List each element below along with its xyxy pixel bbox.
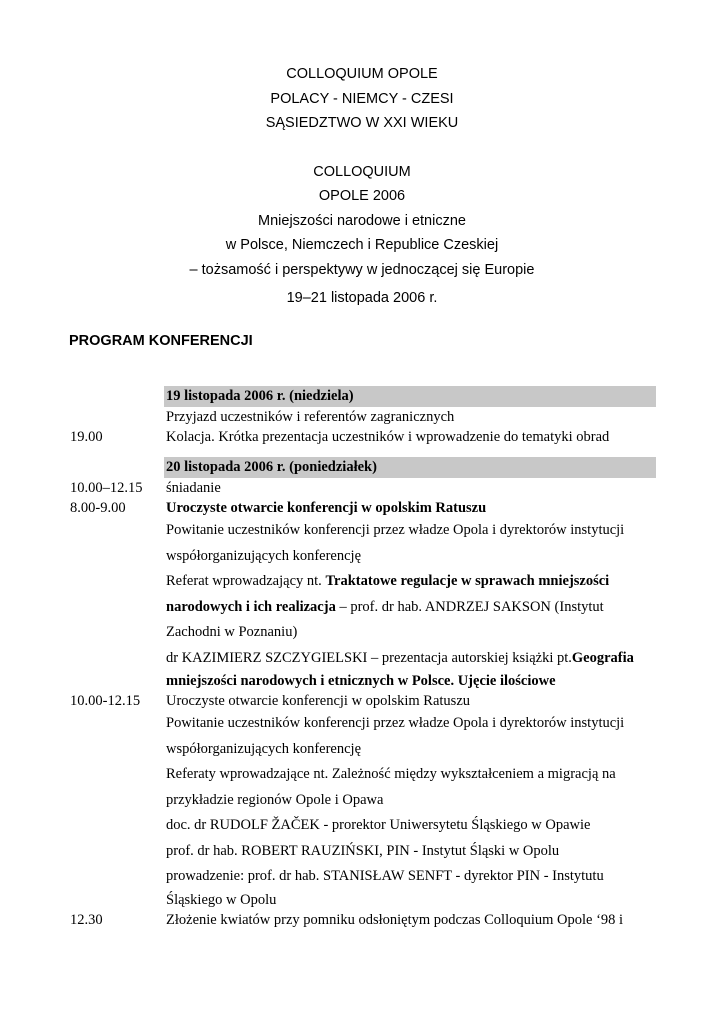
document-header xyxy=(0,62,724,311)
b1-line-6a: dr KAZIMIERZ SZCZYGIELSKI – prezentacja autorskiej książki pt. xyxy=(166,649,572,666)
header-line-6: Mniejszości narodowe i etniczne xyxy=(258,212,466,229)
b1-line-5: Zachodni w Poznaniu) xyxy=(166,624,298,640)
row-time xyxy=(70,407,166,427)
b1-line-6b: Geografia xyxy=(571,649,634,666)
row-text: śniadanie xyxy=(166,480,221,496)
schedule-row xyxy=(70,711,656,910)
header-line-4: COLLOQUIUM xyxy=(313,163,411,180)
header-gap xyxy=(0,136,724,160)
b2-line-8: Śląskiego w Opolu xyxy=(166,891,277,908)
schedule-row xyxy=(70,407,656,427)
header-line-2: POLACY - NIEMCY - CZESI xyxy=(270,90,454,107)
schedule-row xyxy=(70,691,656,711)
header-line-8: – tożsamość i perspektywy w jednoczącej się Europie xyxy=(189,261,535,278)
row-time: 10.00-12.15 xyxy=(70,693,141,709)
b1-line-4 xyxy=(166,595,656,621)
row-text: Kolacja. Krótka prezentacja uczestników i wprowadzenie do tematyki obrad xyxy=(166,429,610,445)
b2-line-7: prowadzenie: prof. dr hab. STANISŁAW SENFT - dyrektor PIN - Instytutu xyxy=(166,868,604,884)
b1-line-4b: – prof. dr hab. ANDRZEJ SAKSON (Instytut xyxy=(335,598,604,615)
day-heading-1: 19 listopada 2006 r. (niedziela) xyxy=(164,386,656,407)
b2-line-2: współorganizujących konferencję xyxy=(166,740,361,757)
header-line-7: w Polsce, Niemczech i Republice Czeskiej xyxy=(225,237,499,253)
row-text: Przyjazd uczestników i referentów zagranicznych xyxy=(166,409,455,425)
schedule-row xyxy=(70,910,656,930)
row-text xyxy=(166,518,656,691)
schedule-row xyxy=(70,518,656,691)
row-time: 12.30 xyxy=(70,911,103,928)
schedule-row xyxy=(70,498,656,518)
b1-line-7: mniejszości narodowych i etnicznych w Polsce. Ujęcie ilościowe xyxy=(166,673,556,689)
b2-line-4: przykładzie regionów Opole i Opawa xyxy=(166,791,384,808)
b2-line-1: Powitanie uczestników konferencji przez władze Opola i dyrektorów instytucji xyxy=(166,715,625,731)
b2-line-3: Referaty wprowadzające nt. Zależność między wykształceniem a migracją na xyxy=(166,766,616,782)
header-line-1: COLLOQUIUM OPOLE xyxy=(286,66,438,82)
b1-line-3b: Traktatowe regulacje w sprawach mniejszości xyxy=(325,573,610,589)
row-text-bold: Uroczyste otwarcie konferencji w opolskim Ratuszu xyxy=(166,500,487,516)
b1-line-3a: Referat wprowadzający nt. xyxy=(166,573,326,589)
b1-line-4a: narodowych i ich realizacja xyxy=(166,598,336,615)
row-time: 10.00–12.15 xyxy=(70,480,143,496)
row-time: 19.00 xyxy=(70,429,103,445)
b1-line-3 xyxy=(166,569,656,595)
conference-date: 19–21 listopada 2006 r. xyxy=(286,290,438,306)
header-line-5: OPOLE 2006 xyxy=(318,188,406,204)
program-title: PROGRAM KONFERENCJI xyxy=(69,333,253,349)
b2-line-6: prof. dr hab. ROBERT RAUZIŃSKI, PIN - Instytut Śląski w Opolu xyxy=(166,842,560,859)
schedule-row xyxy=(70,427,656,447)
spacer xyxy=(70,447,656,457)
row-text: Złożenie kwiatów przy pomniku odsłoniętym podczas Colloquium Opole ‘98 i xyxy=(166,911,624,928)
row-text xyxy=(166,711,656,910)
row-time: 8.00-9.00 xyxy=(70,500,126,516)
schedule xyxy=(70,386,656,930)
b1-line-1: Powitanie uczestników konferencji przez władze Opola i dyrektorów instytucji xyxy=(166,522,625,538)
b1-line-6 xyxy=(166,646,656,672)
row-text xyxy=(166,498,656,518)
schedule-row xyxy=(70,478,656,498)
row-text: Uroczyste otwarcie konferencji w opolskim Ratuszu xyxy=(166,693,471,709)
b2-line-5: doc. dr RUDOLF ŽAČEK - prorektor Uniwersytetu Śląskiego w Opawie xyxy=(166,817,591,833)
day-heading-2: 20 listopada 2006 r. (poniedziałek) xyxy=(164,457,656,478)
b1-line-2: współorganizujących konferencję xyxy=(166,547,361,564)
header-line-3: SĄSIEDZTWO W XXI WIEKU xyxy=(265,115,459,131)
